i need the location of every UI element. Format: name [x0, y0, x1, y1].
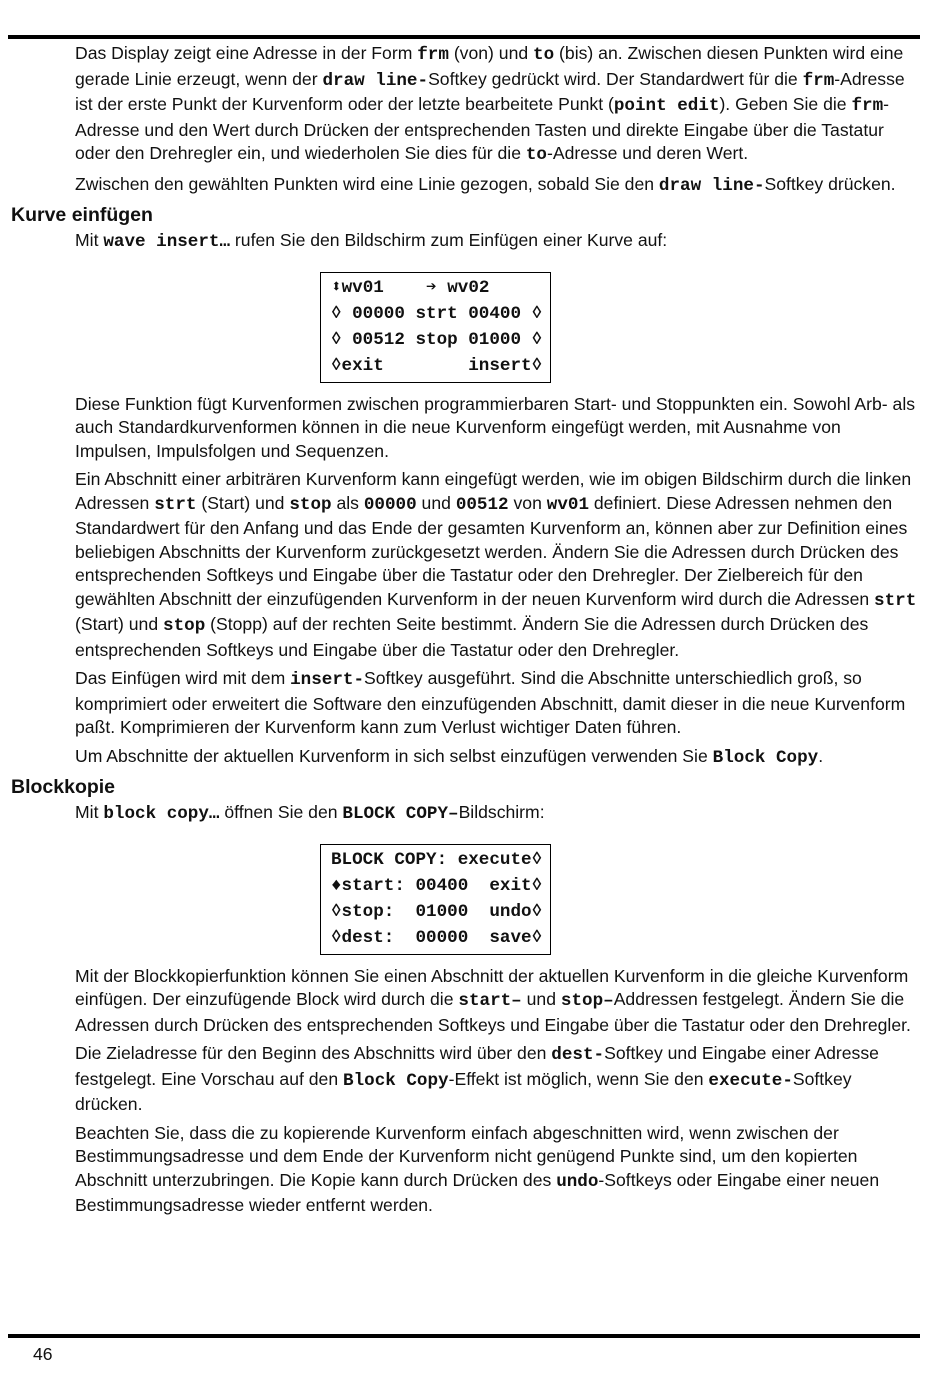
text-run: Softkey und Eingabe einer Adresse festgelegt. Eine Vorschau auf den — [75, 1043, 879, 1089]
text-run: und — [521, 989, 561, 1009]
paragraph — [75, 667, 920, 740]
code-term: draw line- — [658, 175, 765, 196]
wave-insert-screen — [320, 272, 551, 383]
code-term: strt — [154, 494, 197, 515]
page-body — [0, 42, 950, 1223]
block-copy-screen — [320, 844, 551, 955]
text-run: Beachten Sie, dass die zu kopierende Kurvenform einfach abgeschnitten wird, wenn zwischen der Bestimmungsadresse und dem Ende der Kurvenform nicht genügend Punkte sind, um den kopierten Abschnitt unterzubringen. Die Kopie kann durch Drücken des — [75, 1122, 858, 1190]
code-term: wv01 — [546, 494, 589, 515]
text-run: -Effekt ist möglich, wenn Sie den — [448, 1068, 709, 1089]
paragraph — [75, 965, 920, 1038]
text-run: -Adresse ist der erste Punkt der Kurvenform oder der letzte bearbeitete Punkt ( — [75, 68, 905, 114]
code-term: stop — [289, 494, 332, 515]
bottom-rule — [8, 1334, 920, 1338]
screen-line: ◊exit insert◊ — [331, 355, 543, 376]
screen-line: ◊ 00000 strt 00400 ◊ — [331, 303, 543, 324]
code-term: insert- — [290, 670, 365, 690]
screen-line: ◊dest: 00000 save◊ — [331, 927, 543, 948]
paragraph — [75, 745, 920, 771]
text-run: Um Abschnitte der aktuellen Kurvenform in sich selbst einzufügen verwenden Sie — [75, 745, 713, 766]
code-term: undo — [556, 1171, 599, 1192]
code-term: frm — [802, 70, 835, 91]
code-term: to — [525, 145, 547, 165]
code-term: wave insert… — [103, 232, 231, 252]
code-term: execute- — [708, 1070, 793, 1091]
text-run: Die Zieladresse für den Beginn des Abschnitts wird über den — [75, 1043, 552, 1063]
code-term: frm — [851, 96, 884, 116]
code-term: stop — [163, 616, 206, 636]
text-run: Softkey drücken. — [764, 173, 896, 194]
code-term: to — [533, 45, 555, 65]
text-run: . — [818, 745, 824, 766]
code-term: Block Copy — [712, 747, 819, 768]
section-heading: Kurve einfügen — [11, 204, 153, 226]
screen-line: BLOCK COPY: execute◊ — [331, 849, 543, 870]
code-term: stop– — [560, 991, 614, 1011]
text-run: Mit der Blockkopierfunktion können Sie einen Abschnitt der aktuellen Kurvenform in die gleiche Kurvenform einfügen. Der einzufügende Block wird durch die — [75, 965, 909, 1009]
paragraph — [75, 801, 920, 827]
paragraph — [75, 173, 920, 199]
text-run: öffnen Sie den — [219, 802, 343, 822]
section-heading: Blockkopie — [11, 776, 116, 798]
text-run: ). Geben Sie die — [719, 94, 852, 114]
text-run: Das Einfügen wird mit dem — [75, 668, 291, 688]
text-run: Addressen festgelegt. Ändern Sie die Adressen durch Drücken des entsprechenden Softkeys und Eingabe über die Tastatur oder den Drehregler. — [75, 989, 911, 1035]
text-run: Softkey drücken. — [75, 1068, 852, 1114]
text-run: Diese Funktion fügt Kurvenformen zwischen programmierbaren Start- und Stoppunkten ein. Sowohl Arb- als auch Standardkurvenformen können in die neue Kurvenform eingefügt werden, mit Ausnahme von Impulsen, Impulsfolgen und Sequenzen. — [75, 393, 916, 461]
text-run: Mit — [75, 230, 104, 250]
code-term: 00512 — [455, 494, 509, 515]
code-term: 00000 — [363, 494, 417, 515]
text-run: (bis) an. Zwischen diesen Punkten wird eine gerade Linie erzeugt, wenn der — [75, 43, 904, 89]
screen-line: ♦start: 00400 exit◊ — [331, 875, 543, 896]
text-run: Das Display zeigt eine Adresse in der Form — [75, 43, 418, 63]
text-run: Ein Abschnitt einer arbiträren Kurvenform kann eingefügt werden, wie im obigen Bildschirm durch die linken Adressen — [75, 469, 912, 513]
code-term: frm — [417, 45, 449, 65]
text-run: (Start) und — [196, 492, 290, 513]
text-run: -Adresse und deren Wert. — [547, 143, 749, 163]
paragraph — [75, 393, 920, 464]
code-term: draw line- — [322, 70, 429, 91]
screen-line: ◊stop: 01000 undo◊ — [331, 901, 543, 922]
paragraph — [75, 1122, 920, 1218]
text-run: Softkey gedrückt wird. Der Standardwert für die — [428, 68, 803, 89]
text-run: (Start) und — [75, 614, 164, 634]
text-run: von — [508, 492, 547, 513]
paragraph — [75, 42, 920, 168]
text-run: -Adresse und den Wert durch Drücken der entsprechenden Tasten und direkte Eingabe über die Tastatur oder den Drehregler ein, und wiederholen Sie dies für die — [75, 94, 890, 163]
code-term: start– — [458, 991, 522, 1011]
code-term: block copy… — [103, 804, 220, 824]
text-run: Bildschirm: — [458, 802, 545, 822]
code-term: Block Copy — [343, 1070, 449, 1091]
text-run: definiert. Diese Adressen nehmen den Standardwert für den Anfang und das Ende der gesamten Kurvenform an, können aber zur Definition eines beliebigen Abschnitts der Kurvenform zurückgesetzt werden. Ändern Sie die Adressen durch Drücken des entsprechenden Softkeys und Eingabe über die Tastatur oder den Drehregler. Der Zielbereich für den gewählten Abschnitt der einzufügenden Kurvenform in der neuen Kurvenform wird durch die Adressen — [75, 492, 908, 609]
text-run: als — [331, 492, 364, 513]
text-run: Zwischen den gewählten Punkten wird eine Linie gezogen, sobald Sie den — [75, 173, 659, 194]
code-term: point edit — [613, 96, 720, 116]
code-term: dest- — [551, 1045, 605, 1065]
paragraph — [75, 468, 920, 662]
paragraph — [75, 1042, 920, 1117]
top-rule — [8, 35, 920, 39]
text-run: (Stopp) auf der rechten Seite bestimmt. Ändern Sie die Adressen durch Drücken des entsprechenden Softkeys und Eingabe über die Tastatur oder den Drehregler. — [75, 614, 869, 660]
paragraph — [75, 229, 920, 255]
screen-line: ◊ 00512 stop 01000 ◊ — [331, 329, 543, 350]
text-run: Softkey ausgeführt. Sind die Abschnitte unterschiedlich groß, so komprimiert oder erweitert die Software den einzufügenden Abschnitt, damit dieser in die neue Kurvenform paßt. Komprimieren der Kurvenform kann zum Verlust wichtiger Daten führen. — [75, 668, 906, 737]
text-run: -Softkeys oder Eingabe einer neuen Bestimmungsadresse wieder entfernt werden. — [75, 1169, 880, 1215]
text-run: (von) und — [448, 43, 534, 63]
text-run: rufen Sie den Bildschirm zum Einfügen einer Kurve auf: — [230, 230, 668, 250]
screen-line: ⬍wv01 ➔ wv02 — [331, 277, 490, 298]
text-run: und — [416, 492, 456, 513]
page-number: 46 — [33, 1344, 53, 1364]
code-term: strt — [874, 590, 917, 611]
code-term: BLOCK COPY– — [342, 804, 459, 824]
text-run: Mit — [75, 802, 104, 822]
